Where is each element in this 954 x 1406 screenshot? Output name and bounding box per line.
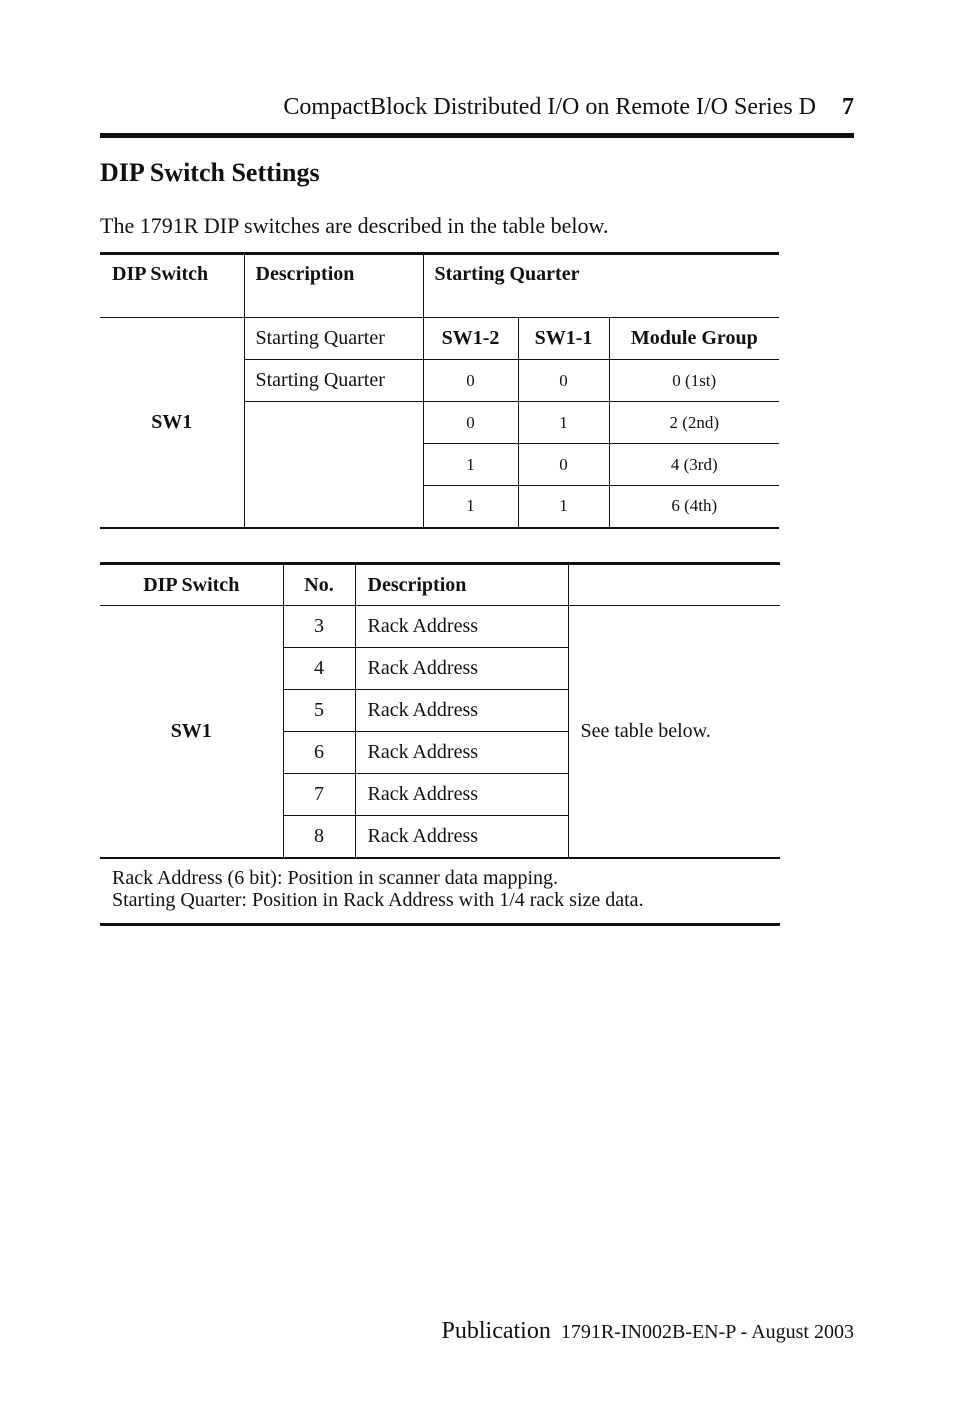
note-starting-quarter: Starting Quarter: Position in Rack Address with 1/4 rack size data. xyxy=(112,888,644,911)
sw1-1-value: 1 xyxy=(518,402,609,444)
table-row xyxy=(100,606,780,648)
switch-number: 8 xyxy=(283,816,355,858)
table-header-row xyxy=(100,564,780,606)
sw1-1-value: 1 xyxy=(518,486,609,528)
notes-row xyxy=(100,858,780,925)
sw1-2-value: 0 xyxy=(423,360,518,402)
sw1-1-value: 0 xyxy=(518,360,609,402)
row-label: Starting Quarter xyxy=(244,360,423,402)
sw1-1-value: 0 xyxy=(518,444,609,486)
switch-description: Rack Address xyxy=(355,816,568,858)
switch-number: 7 xyxy=(283,774,355,816)
sw1-2-value: 1 xyxy=(423,444,518,486)
subheader-module-group: Module Group xyxy=(609,318,779,360)
table-header-row xyxy=(100,254,779,318)
footer-label: Publication xyxy=(441,1318,551,1344)
header-description: Description xyxy=(244,254,423,318)
module-group-value: 6 (4th) xyxy=(609,486,779,528)
module-group-value: 0 (1st) xyxy=(609,360,779,402)
switch-description: Rack Address xyxy=(355,606,568,648)
page-footer xyxy=(442,1318,854,1345)
starting-quarter-table xyxy=(100,252,779,529)
header-rule xyxy=(100,133,854,138)
sw1-2-value: 0 xyxy=(423,402,518,444)
header-dip-switch: DIP Switch xyxy=(143,573,240,596)
note-rack-address: Rack Address (6 bit): Position in scanner data mapping. xyxy=(112,866,559,889)
switch-description: Rack Address xyxy=(355,690,568,732)
empty-description-cell xyxy=(244,402,423,528)
switch-number: 4 xyxy=(283,648,355,690)
switch-description: Rack Address xyxy=(355,732,568,774)
header-no: No. xyxy=(283,564,355,606)
header-empty xyxy=(568,564,780,606)
switch-description: Rack Address xyxy=(355,774,568,816)
section-title: DIP Switch Settings xyxy=(100,158,320,187)
see-table-note: See table below. xyxy=(568,606,780,858)
switch-number: 3 xyxy=(283,606,355,648)
switch-description: Rack Address xyxy=(355,648,568,690)
switch-number: 6 xyxy=(283,732,355,774)
rack-address-table xyxy=(100,562,780,926)
intro-paragraph: The 1791R DIP switches are described in the table below. xyxy=(100,213,609,238)
module-group-value: 2 (2nd) xyxy=(609,402,779,444)
switch-name-cell: SW1 xyxy=(100,318,244,528)
header-starting-quarter: Starting Quarter xyxy=(423,254,779,318)
page-header xyxy=(100,92,854,126)
row-label: Starting Quarter xyxy=(244,318,423,360)
module-group-value: 4 (3rd) xyxy=(609,444,779,486)
page-number: 7 xyxy=(842,94,854,120)
header-description: Description xyxy=(355,564,568,606)
header-dip-switch: DIP Switch xyxy=(112,263,209,285)
table-row xyxy=(100,318,779,360)
table-notes xyxy=(100,858,780,925)
switch-number: 5 xyxy=(283,690,355,732)
sw1-2-value: 1 xyxy=(423,486,518,528)
subheader-sw1-1: SW1-1 xyxy=(518,318,609,360)
header-title: CompactBlock Distributed I/O on Remote I/O Series D xyxy=(283,94,816,120)
subheader-sw1-2: SW1-2 xyxy=(423,318,518,360)
switch-name-cell: SW1 xyxy=(100,606,283,858)
publication-number: 1791R-IN002B-EN-P - August 2003 xyxy=(560,1321,854,1343)
